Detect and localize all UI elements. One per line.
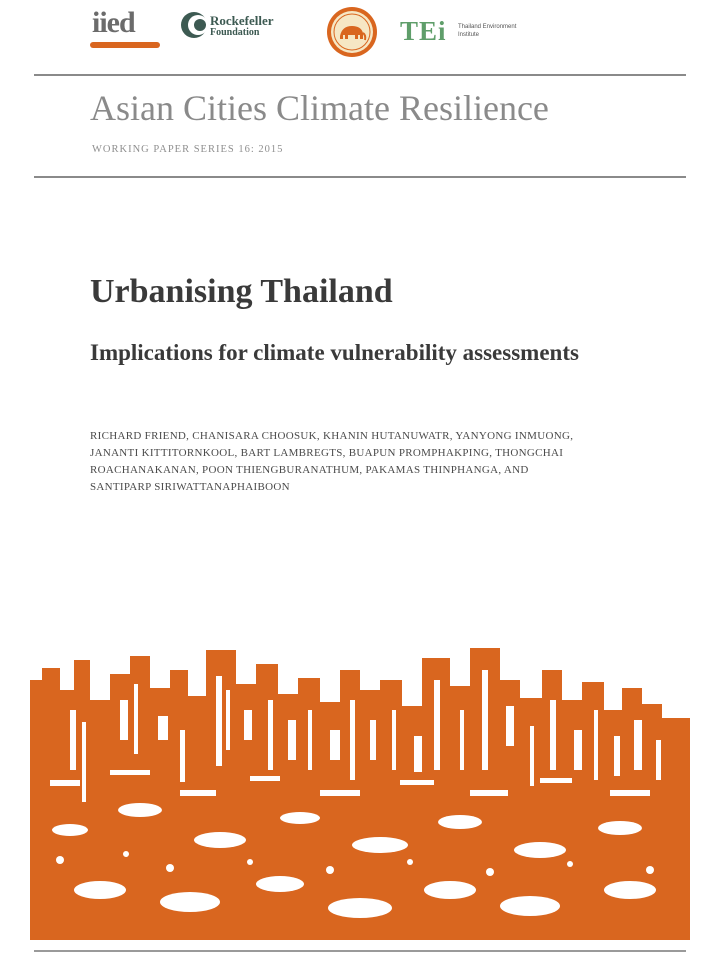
iied-logo-icon	[90, 8, 162, 48]
bottom-rule	[34, 950, 686, 952]
partner-logos	[90, 6, 530, 62]
tei-logo-icon	[400, 16, 530, 50]
tei-wordmark: TEi	[400, 16, 447, 46]
cityscape-illustration-icon	[30, 640, 690, 940]
document-title: Urbanising Thailand	[90, 273, 393, 310]
rockefeller-emblem-icon	[180, 10, 208, 40]
top-rule	[34, 74, 686, 76]
iied-wordmark: iied	[92, 6, 135, 39]
rockefeller-wordmark-line2: Foundation	[210, 27, 260, 38]
elephant-seal-icon	[326, 6, 378, 58]
series-title: Asian Cities Climate Resilience	[90, 88, 549, 128]
tei-name-line2: Institute	[458, 32, 480, 38]
rockefeller-wordmark-line1: Rockefeller	[210, 13, 274, 28]
iied-underline	[90, 42, 160, 48]
author-list: RICHARD FRIEND, CHANISARA CHOOSUK, KHANIN HUTANUWATR, YANYONG INMUONG, JANANTI KITTITORNKOOL, BART LAMBREGTS, BUAPUN PROMPHAKPING, THONGCHAI ROACHANAKANAN, POON THIENGBURANATHUM, PAKAMAS THINPHANGA, AND SANTIPARP SIRIWATTANAPHAIBOON	[90, 430, 574, 493]
rockefeller-foundation-logo-icon	[180, 10, 310, 44]
tei-name-line1: Thailand Environment	[458, 24, 517, 30]
series-subtitle: WORKING PAPER SERIES 16: 2015	[92, 144, 284, 155]
document-subtitle: Implications for climate vulnerability assessments	[90, 340, 579, 365]
series-bottom-rule	[34, 176, 686, 178]
